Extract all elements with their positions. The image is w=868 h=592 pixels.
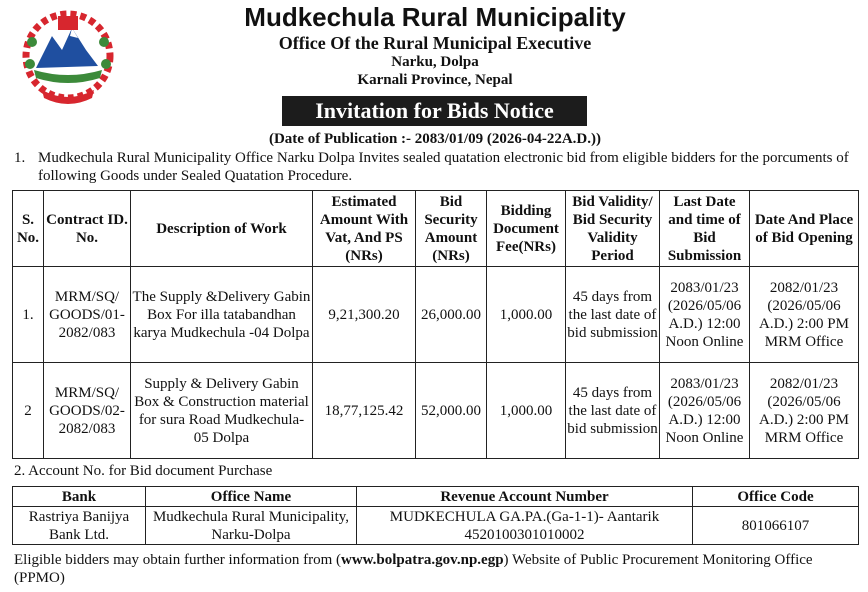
office-title: Office Of the Rural Municipal Executive bbox=[278, 33, 592, 53]
footer-text-before: Eligible bidders may obtain further information from ( bbox=[14, 552, 341, 568]
header-opening: Date And Place of Bid Opening bbox=[750, 191, 859, 267]
header-bank: Bank bbox=[13, 487, 146, 507]
cell-description: Supply & Delivery Gabin Box & Construction material for sura Road Mudkechula-05 Dolpa bbox=[131, 363, 313, 459]
header-document-fee: Bidding Document Fee(NRs) bbox=[487, 191, 566, 267]
footer-text-after: ) Website of Public Procurement Monitoring Office (PPMO) bbox=[14, 552, 813, 586]
cell-bank: Rastriya Banijya Bank Ltd. bbox=[13, 507, 146, 545]
cell-description: The Supply &Delivery Gabin Box For illa tatabandhan karya Mudkechula -04 Dolpa bbox=[131, 267, 313, 363]
cell-validity: 45 days from the last date of bid submission bbox=[566, 363, 660, 459]
header-estimated-amount: Estimated Amount With Vat, And PS (NRs) bbox=[313, 191, 416, 267]
header-contract-id: Contract ID. No. bbox=[44, 191, 131, 267]
cell-contract-id: MRM/SQ/ GOODS/02-2082/083 bbox=[44, 363, 131, 459]
intro-number: 1. bbox=[14, 150, 26, 166]
cell-estimated-amount: 18,77,125.42 bbox=[313, 363, 416, 459]
header-revenue-account: Revenue Account Number bbox=[357, 487, 693, 507]
header-sno: S. No. bbox=[13, 191, 44, 267]
account-row bbox=[13, 507, 859, 545]
intro-text: Mudkechula Rural Municipality Office Narku Dolpa Invites sealed quatation electronic bid from eligible bidders for the porcuments of following Goods under Sealed Quatation Procedure. bbox=[38, 150, 849, 184]
cell-office-name: Mudkechula Rural Municipality, Narku-Dolpa bbox=[146, 507, 357, 545]
cell-office-code: 801066107 bbox=[693, 507, 859, 545]
cell-validity: 45 days from the last date of bid submission bbox=[566, 267, 660, 363]
header-bid-security: Bid Security Amount (NRs) bbox=[416, 191, 487, 267]
cell-revenue-account: MUDKECHULA GA.PA.(Ga-1-1)- Aantarik 4520100301010002 bbox=[357, 507, 693, 545]
header-last-date: Last Date and time of Bid Submission bbox=[660, 191, 750, 267]
header-office-code: Office Code bbox=[693, 487, 859, 507]
nepal-government-emblem-icon bbox=[12, 6, 124, 110]
footer-note bbox=[14, 551, 862, 587]
cell-document-fee: 1,000.00 bbox=[487, 267, 566, 363]
bolpatra-link[interactable]: www.bolpatra.gov.np.egp bbox=[341, 552, 504, 568]
cell-bid-security: 52,000.00 bbox=[416, 363, 487, 459]
table-row bbox=[13, 267, 859, 363]
account-table bbox=[12, 486, 859, 545]
office-location: Narku, Dolpa bbox=[391, 54, 479, 70]
account-section-title: 2. Account No. for Bid document Purchase bbox=[14, 463, 273, 479]
cell-estimated-amount: 9,21,300.20 bbox=[313, 267, 416, 363]
cell-sno: 2 bbox=[13, 363, 44, 459]
bids-table bbox=[12, 190, 859, 459]
cell-opening: 2082/01/23 (2026/05/06 A.D.) 2:00 PM MRM Office bbox=[750, 363, 859, 459]
header-description: Description of Work bbox=[131, 191, 313, 267]
publication-date: (Date of Publication :- 2083/01/09 (2026-04-22A.D.)) bbox=[268, 131, 602, 147]
cell-sno: 1. bbox=[13, 267, 44, 363]
cell-bid-security: 26,000.00 bbox=[416, 267, 487, 363]
header-office-name: Office Name bbox=[146, 487, 357, 507]
cell-contract-id: MRM/SQ/ GOODS/01-2082/083 bbox=[44, 267, 131, 363]
account-header-row bbox=[13, 487, 859, 507]
province-name: Karnali Province, Nepal bbox=[357, 72, 513, 88]
notice-title: Invitation for Bids Notice bbox=[282, 96, 587, 126]
cell-opening: 2082/01/23 (2026/05/06 A.D.) 2:00 PM MRM Office bbox=[750, 267, 859, 363]
cell-last-date: 2083/01/23 (2026/05/06 A.D.) 12:00 Noon Online bbox=[660, 363, 750, 459]
table-header-row bbox=[13, 191, 859, 267]
header-validity: Bid Validity/ Bid Security Validity Period bbox=[566, 191, 660, 267]
municipality-title: Mudkechula Rural Municipality bbox=[244, 2, 626, 32]
table-row bbox=[13, 363, 859, 459]
cell-last-date: 2083/01/23 (2026/05/06 A.D.) 12:00 Noon Online bbox=[660, 267, 750, 363]
cell-document-fee: 1,000.00 bbox=[487, 363, 566, 459]
